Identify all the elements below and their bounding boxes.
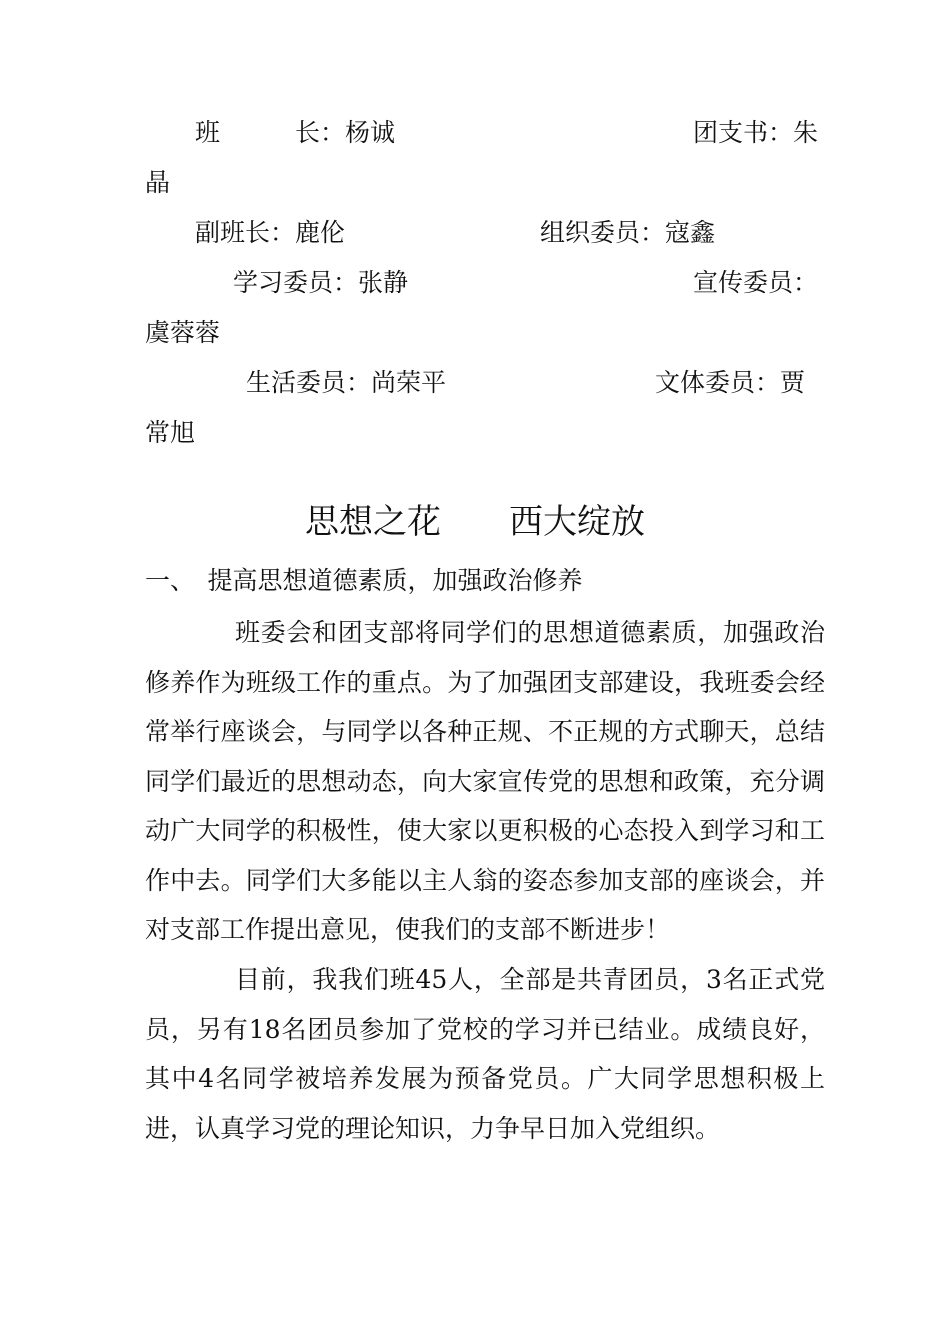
roster-life-member: 生活委员：尚荣平 — [246, 368, 447, 397]
roster-vice-monitor: 副班长：鹿伦 — [195, 218, 346, 247]
roster-monitor: 班 长：杨诚 — [195, 118, 396, 147]
page-title: 思想之花 西大绽放 — [305, 502, 645, 542]
roster-sports-member: 文体委员：贾 — [655, 368, 806, 397]
roster-study-member: 学习委员：张静 — [233, 268, 409, 297]
body-paragraph-2: 目前，我我们班45人，全部是共青团员，3名正式党员，另有18名团员参加了党校的学习并已结业。成绩良好，其中4名同学被培养发展为预备党员。广大同学思想积极上进，认真学习党的理论知识，力争早日加入党组织。 — [145, 965, 825, 1143]
roster-league-secretary: 团支书：朱 — [693, 118, 819, 147]
roster-publicity-member-wrap: 虞蓉蓉 — [145, 318, 221, 347]
roster-sports-member-wrap: 常旭 — [145, 418, 196, 447]
roster-organization-member: 组织委员：寇鑫 — [540, 218, 716, 247]
roster-league-secretary-wrap: 晶 — [145, 168, 171, 197]
section-heading: 一、 提高思想道德素质，加强政治修养 — [145, 566, 583, 595]
body-paragraph-1: 班委会和团支部将同学们的思想道德素质，加强政治修养作为班级工作的重点。为了加强团支部建设，我班委会经常举行座谈会，与同学以各种正规、不正规的方式聊天，总结同学们最近的思想动态，向大家宣传党的思想和政策，充分调动广大同学的积极性，使大家以更积极的心态投入到学习和工作中去。同学们大多能以主人翁的姿态参加支部的座谈会，并对支部工作提出意见，使我们的支部不断进步！ — [145, 618, 825, 944]
roster-publicity-member: 宣传委员： — [693, 268, 819, 297]
